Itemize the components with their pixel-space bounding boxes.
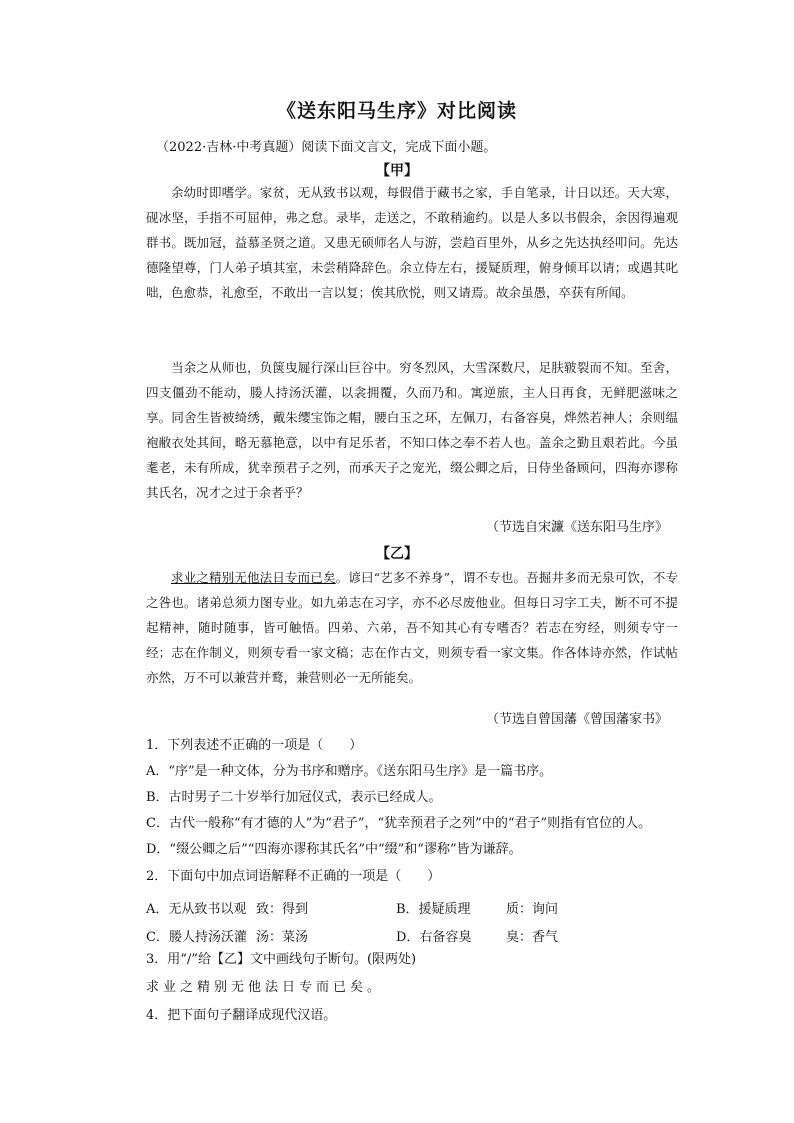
q2-option-c-text: C．媵人持汤沃灌 (146, 930, 247, 945)
q2-option-d-gloss: 臭：香气 (506, 930, 559, 945)
section-a-heading: 【甲】 (376, 163, 418, 179)
section-b-text: 。谚曰“艺多不养身”，谓不专也。吾掘井多而无泉可饮，不专之咎也。诸弟总须力图专业。如九弟志在习字，亦不必尽废他业。但每日习字工夫，断不可不提起精神，随时随事，皆可触悟。四弟、六弟，吾不知其心有专嗜否？若志在穷经，则须专守一经；志在作制义，则须专看一家文稿；志在作古文，则须专看一家文集。作各体诗亦然，作试帖亦然，万不可以兼营并鹜，兼营则必一无所能矣。 (146, 570, 678, 685)
section-b-heading: 【乙】 (376, 546, 418, 562)
q2-option-d-text: D．右备容臭 (396, 930, 472, 945)
q2-option-b-text: B．援疑质理 (396, 902, 471, 917)
section-b-citation: （节选自曾国藩《曾国藩家书》 (485, 712, 668, 727)
page-title: 《送东阳马生序》对比阅读 (276, 100, 517, 122)
q2-option-c-gloss: 汤：菜汤 (256, 930, 309, 945)
section-a-paragraph-1: 余幼时即嗜学。家贫，无从致书以观，每假借于藏书之家，手自笔录，计日以还。天大寒，砚冰坚，手指不可屈伸，弗之怠。录毕，走送之，不敢稍逾约。以是人多以书假余，余因得遍观群书。既加冠，益慕圣贤之道。又患无硕师名人与游，尝趋百里外，从乡之先达执经叩问。先达德隆望尊，门人弟子填其室，未尝稍降辞色。余立侍左右，援疑质理，俯身倾耳以请；或遇其叱咄，色愈恭，礼愈至，不敢出一言以复；俟其欣悦，则又请焉。故余虽愚，卒获有所闻。 (146, 185, 678, 300)
question-4: 4．把下面句子翻译成现代汉语。 (146, 1008, 337, 1023)
question-1-option-b: B．古时男子二十岁举行加冠仪式，表示已经成人。 (146, 790, 442, 805)
question-1: 1．下列表述不正确的一项是（ ） (146, 738, 363, 753)
question-1-option-c: C．古代一般称“有才德的人”为“君子”，“犹幸预君子之列”中的“君子”则指有官位的人。 (146, 816, 652, 831)
section-a-citation: （节选自宋濂《送东阳马生序》 (485, 520, 668, 535)
underlined-sentence: 求业之精别无他法日专而已矣 (171, 570, 336, 585)
q2-option-a-text: A．无从致书以观 (146, 902, 247, 917)
question-3-sentence: 求业之精别无他法日专而已矣。 (146, 980, 385, 995)
q2-option-b-gloss: 质：询问 (506, 902, 559, 917)
question-2: 2．下面句中加点词语解释不正确的一项是（ ） (146, 869, 441, 884)
section-b-paragraph (146, 565, 678, 690)
question-1-option-d: D．“缀公卿之后”“四海亦谬称其氏名”中“缀”和“谬称”皆为谦辞。 (146, 842, 522, 857)
question-2-row-1 (146, 898, 558, 917)
section-a-paragraph-2: 当余之从师也，负箧曳屣行深山巨谷中。穷冬烈风，大雪深数尺，足肤皲裂而不知。至舍，四支僵劲不能动，媵人持汤沃灌，以衾拥覆，久而乃和。寓逆旅，主人日再食，无鲜肥滋味之享。同舍生皆被绮绣，戴朱缨宝饰之帽，腰白玉之环，左佩刀，右备容臭，烨然若神人；余则缊袍敝衣处其间，略无慕艳意，以中有足乐者，不知口体之奉不若人也。盖余之勤且艰若此。今虽耄老，未有所成，犹幸预君子之列，而承天子之宠光，缀公卿之后，日侍坐备顾问，四海亦谬称其氏名，况才之过于余者乎？ (146, 360, 678, 500)
question-1-option-a: A．“序”是一种文体，分为书序和赠序。《送东阳马生序》是一篇书序。 (146, 764, 553, 779)
q2-option-a-gloss: 致：得到 (256, 902, 309, 917)
question-2-row-2 (146, 926, 558, 945)
question-3: 3．用“/”给【乙】文中画线句子断句。(限两处) (146, 952, 417, 967)
source-note: （2022·吉林·中考真题）阅读下面文言文，完成下面小题。 (156, 140, 497, 155)
